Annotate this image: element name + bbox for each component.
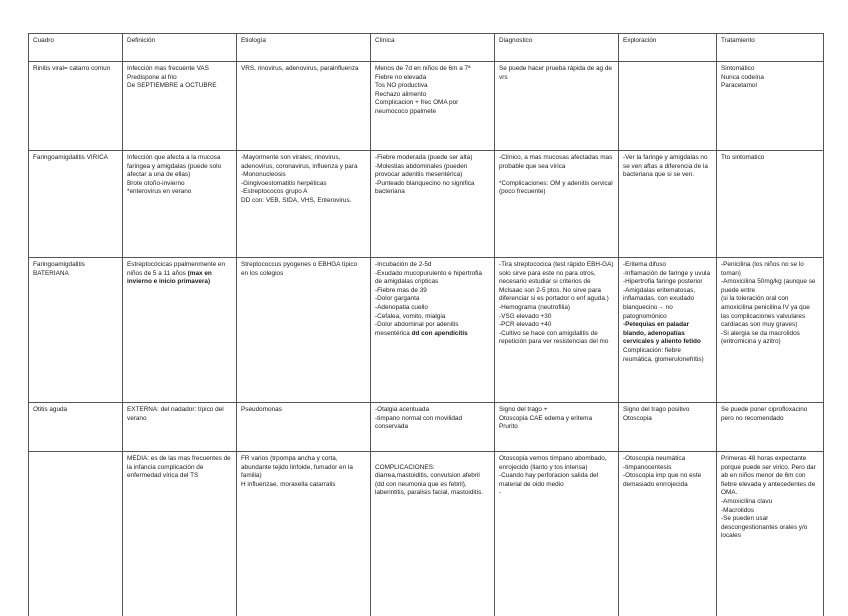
cell-line: -Adenopatia cuello xyxy=(375,304,490,313)
cell xyxy=(495,151,619,258)
cell-line: -VSG elevado +30 xyxy=(499,313,614,322)
cell xyxy=(237,403,371,452)
row-faringo-bacteriana xyxy=(29,258,824,403)
cell-line-bold: dd con apendicitis xyxy=(412,330,468,337)
cell-line: -Si alergia se da macrolidos (eritromicina y azitro) xyxy=(721,330,819,347)
cell-line: -Clínico, a mas mucosas afectadas mas probable que sea vírica xyxy=(499,154,614,171)
cell-line: Se puede poner ciprofloxacino pero no recomendado xyxy=(721,406,819,423)
cell-line: Primeras 48 horas expectante porque puede ser virico. Pero dar ab en niños menor de 6m con fiebre elevada y antecedentes de OMA. xyxy=(721,455,819,498)
cell-line: Brote otoño-invierno xyxy=(127,180,232,189)
cell-line: Prurito xyxy=(499,423,614,432)
cell-line: -Mononucleosis xyxy=(241,171,366,180)
cell-line: -PCR elevado +40 xyxy=(499,321,614,330)
cell-line: Signo del trago positivo xyxy=(623,406,712,415)
cell xyxy=(237,151,371,258)
cell-line: -Fiebre mas de 39 xyxy=(375,287,490,296)
cell xyxy=(371,452,495,616)
cell xyxy=(619,62,717,151)
cell-line: -Se pueden usar descongestionantes orales y/o locales xyxy=(721,515,819,541)
cell-line: Otoscopia vemos timpano abombado, enrojecido (llanto y tos intensa) xyxy=(499,455,614,472)
cell-line: -Macrolidos xyxy=(721,507,819,516)
cell xyxy=(123,452,237,616)
cell xyxy=(29,452,123,616)
cell-line xyxy=(499,171,614,180)
cell-line: -Hemograma (neutrofilia) xyxy=(499,304,614,313)
cell-line: Signo del trago + xyxy=(499,406,614,415)
cell xyxy=(619,452,717,616)
cell-line: EXTERNA: del nadador: típico del verano xyxy=(127,406,232,423)
cell-line: H influenzae, moraxella catarralis xyxy=(241,481,366,490)
cell xyxy=(29,62,123,151)
cell-line-bold: -Petequias en paladar blando, adenopatías cervicales y aliento fetido xyxy=(623,321,712,347)
cell-line: -Amoxicilina clavu xyxy=(721,498,819,507)
cell xyxy=(495,258,619,403)
cell-line xyxy=(375,455,490,464)
header-clinica: Clínica xyxy=(371,34,495,62)
cell-line: Otoscopia xyxy=(623,415,712,424)
cell-line: Menos de 7d en niños de 6m a 7ª xyxy=(375,65,490,74)
cell-line: -Cultivo se hace con amigdalitis de repetición para ver resistencias del mo xyxy=(499,330,614,347)
cell xyxy=(29,403,123,452)
cell-line: Infección que afecta a la mucosa faringea y amigdalas (puede solo afectar a una de ellas) xyxy=(127,154,232,180)
cell xyxy=(371,258,495,403)
cell-line: -Gingivoestomatitis herpéticas xyxy=(241,180,366,189)
cell-line: Rinitis viral= catarro comun xyxy=(33,65,118,74)
row-otitis-media xyxy=(29,452,824,616)
cell-line: -Cuando hay perforacion salida del material de oido medio xyxy=(499,472,614,489)
cell-line: -Hipertrofia faringe posterior xyxy=(623,278,712,287)
cell xyxy=(717,403,824,452)
cell-line: -Fiebre moderada (puede ser alta) xyxy=(375,154,490,163)
cell-line: Paracetamol xyxy=(721,82,819,91)
cell-line: -Ver la faringe y amigdalas no se ven aftas a diferencia de la bacteriana que si se ven. xyxy=(623,154,712,180)
cell xyxy=(495,62,619,151)
cell-line: Predispone al frio xyxy=(127,74,232,83)
cell xyxy=(495,452,619,616)
cell-line: DD con: VEB, SIDA, VHS, Enterovirus. xyxy=(241,197,366,206)
cell xyxy=(495,403,619,452)
cell xyxy=(123,62,237,151)
row-otitis-externa xyxy=(29,403,824,452)
header-tratamiento: Tratamiento xyxy=(717,34,824,62)
cell xyxy=(619,403,717,452)
cell xyxy=(717,151,824,258)
cell-line: COMPLICACIONES: xyxy=(375,464,490,473)
cell-line: Pseudomonas xyxy=(241,406,366,415)
clinical-table xyxy=(28,33,824,616)
cell-line: Estreptocócicas ppalmenmente en niños de 5 a 11 años xyxy=(127,261,225,277)
cell xyxy=(29,151,123,258)
cell-line: -Cefalea, vomito, mialgia xyxy=(375,313,490,322)
cell-line: *enterovirus en verano xyxy=(127,188,232,197)
row-faringo-virica xyxy=(29,151,824,258)
cell xyxy=(717,62,824,151)
header-row xyxy=(29,34,824,62)
cell xyxy=(619,151,717,258)
cell-line: Otitis aguda xyxy=(33,406,118,415)
cell-line: -Inflamación de faringe y uvula xyxy=(623,270,712,279)
cell-line: Otoscopia CAE edema y eritema xyxy=(499,415,614,424)
cell-line: -Punteado blanquecino no significa bacteriana xyxy=(375,180,490,197)
cell-line: Nunca codeína xyxy=(721,74,819,83)
cell-line: Faringoamigdalitis BATERIANA xyxy=(33,261,118,278)
row-rinitis xyxy=(29,62,824,151)
cell-line: -Tira streptococica (test rápido EBH-GA) solo sirve para este no para otros, necesario estudiar si criterios de Mclsaac son 2-5 ptos. No sirve para diferenciar si es portador o enf aguda.) xyxy=(499,261,614,304)
cell xyxy=(123,258,237,403)
cell-line: - xyxy=(499,489,614,498)
cell-line: -Otalgia acentuada xyxy=(375,406,490,415)
cell xyxy=(237,62,371,151)
cell-line: -timpano normal con movilidad conservada xyxy=(375,415,490,432)
cell xyxy=(123,151,237,258)
cell-line: -Molestias abdominales (pueden provocar adenitis mesentérica) xyxy=(375,163,490,180)
cell-line: MEDIA: es de las mas frecuentes de la infancia complicación de enfermedad vírica del TS xyxy=(127,455,232,481)
cell-line: -Mayormente son virales; rinovirus, adenovirus, coronavirus, influenza y para xyxy=(241,154,366,171)
cell xyxy=(237,452,371,616)
cell-line: Fiebre no elevada xyxy=(375,74,490,83)
cell xyxy=(237,258,371,403)
cell-line: Se puede hacer prueba rápida de ag de vrs xyxy=(499,65,614,82)
cell-line: -Amoxicilina 50mg/kg (aunque se puede entre xyxy=(721,278,819,295)
cell-line: De SEPTIEMBRE a OCTUBRE xyxy=(127,82,232,91)
cell-line: *Complicaciones: OM y adenitis cervical (poco frecuente) xyxy=(499,180,614,197)
header-etiologia: Etiología xyxy=(237,34,371,62)
header-diagnostico: Diagnostico xyxy=(495,34,619,62)
cell-line: -Incubación de 2-5d xyxy=(375,261,490,270)
cell-line: Sintomático xyxy=(721,65,819,74)
cell xyxy=(717,452,824,616)
cell xyxy=(371,151,495,258)
cell xyxy=(29,258,123,403)
cell xyxy=(371,403,495,452)
cell-line: -Amigdalas eritematosas, inflamadas, con exudado blanquecino→ no patognomónico xyxy=(623,287,712,321)
cell-line: Infección mas frecuente VAS xyxy=(127,65,232,74)
cell-line-bold: (max en invierno e inicio primavera) xyxy=(127,270,212,286)
cell-line: Tos NO productiva xyxy=(375,82,490,91)
cell-line: -Eritema difuso xyxy=(623,261,712,270)
cell-line: Faringoamigdalitis VIRICA xyxy=(33,154,118,163)
cell-line: -Dolor garganta xyxy=(375,295,490,304)
cell-line: VRS, rinovirus, adenovirus, parainfluenza xyxy=(241,65,366,74)
cell-line: -Otoscopia neumática xyxy=(623,455,712,464)
header-exploracion: Exploración xyxy=(619,34,717,62)
cell-line: Streptococcus pyogenes o EBHGA típico en los colegios xyxy=(241,261,366,278)
cell-line: Rechazo alimento xyxy=(375,91,490,100)
cell-line: -Exudado mucopurulento e hipertrofia de amigdalas cripticas xyxy=(375,270,490,287)
cell-line: (si la toleración oral con amoxicilina penicilina IV ya que las complicaciones valvulares cardiacas son muy graves) xyxy=(721,295,819,329)
cell-line: Tto sintomatico xyxy=(721,154,819,163)
cell xyxy=(717,258,824,403)
cell xyxy=(371,62,495,151)
cell-line: -Dolor abdominal por adenitis mesentérica xyxy=(375,321,458,337)
cell-line: Complicacion + frec OMA por neumococo ppalmete xyxy=(375,99,490,116)
cell-line: diarrea,mastoiditis, convulsion afebril (dd con neumonia que es febril), laberintitis, paralisis facial, mastoiditis. xyxy=(375,472,490,498)
cell-line: -Otoscopia imp que no este demasiado enrrojecida xyxy=(623,472,712,489)
cell xyxy=(619,258,717,403)
cell xyxy=(123,403,237,452)
cell-line: FR varios (trpompa ancha y corta, abundante tejido linfoide, fumador en la familia) xyxy=(241,455,366,481)
cell-line: -Penicilina (los niños no se lo toman) xyxy=(721,261,819,278)
cell-line: -timpanocentesis xyxy=(623,464,712,473)
header-definicion: Definición xyxy=(123,34,237,62)
header-cuadro: Cuadro xyxy=(29,34,123,62)
cell-line: -Estreptococos grupo A xyxy=(241,188,366,197)
cell-line: Complicación: fiebre reumática, glomerulonefritis) xyxy=(623,347,712,364)
